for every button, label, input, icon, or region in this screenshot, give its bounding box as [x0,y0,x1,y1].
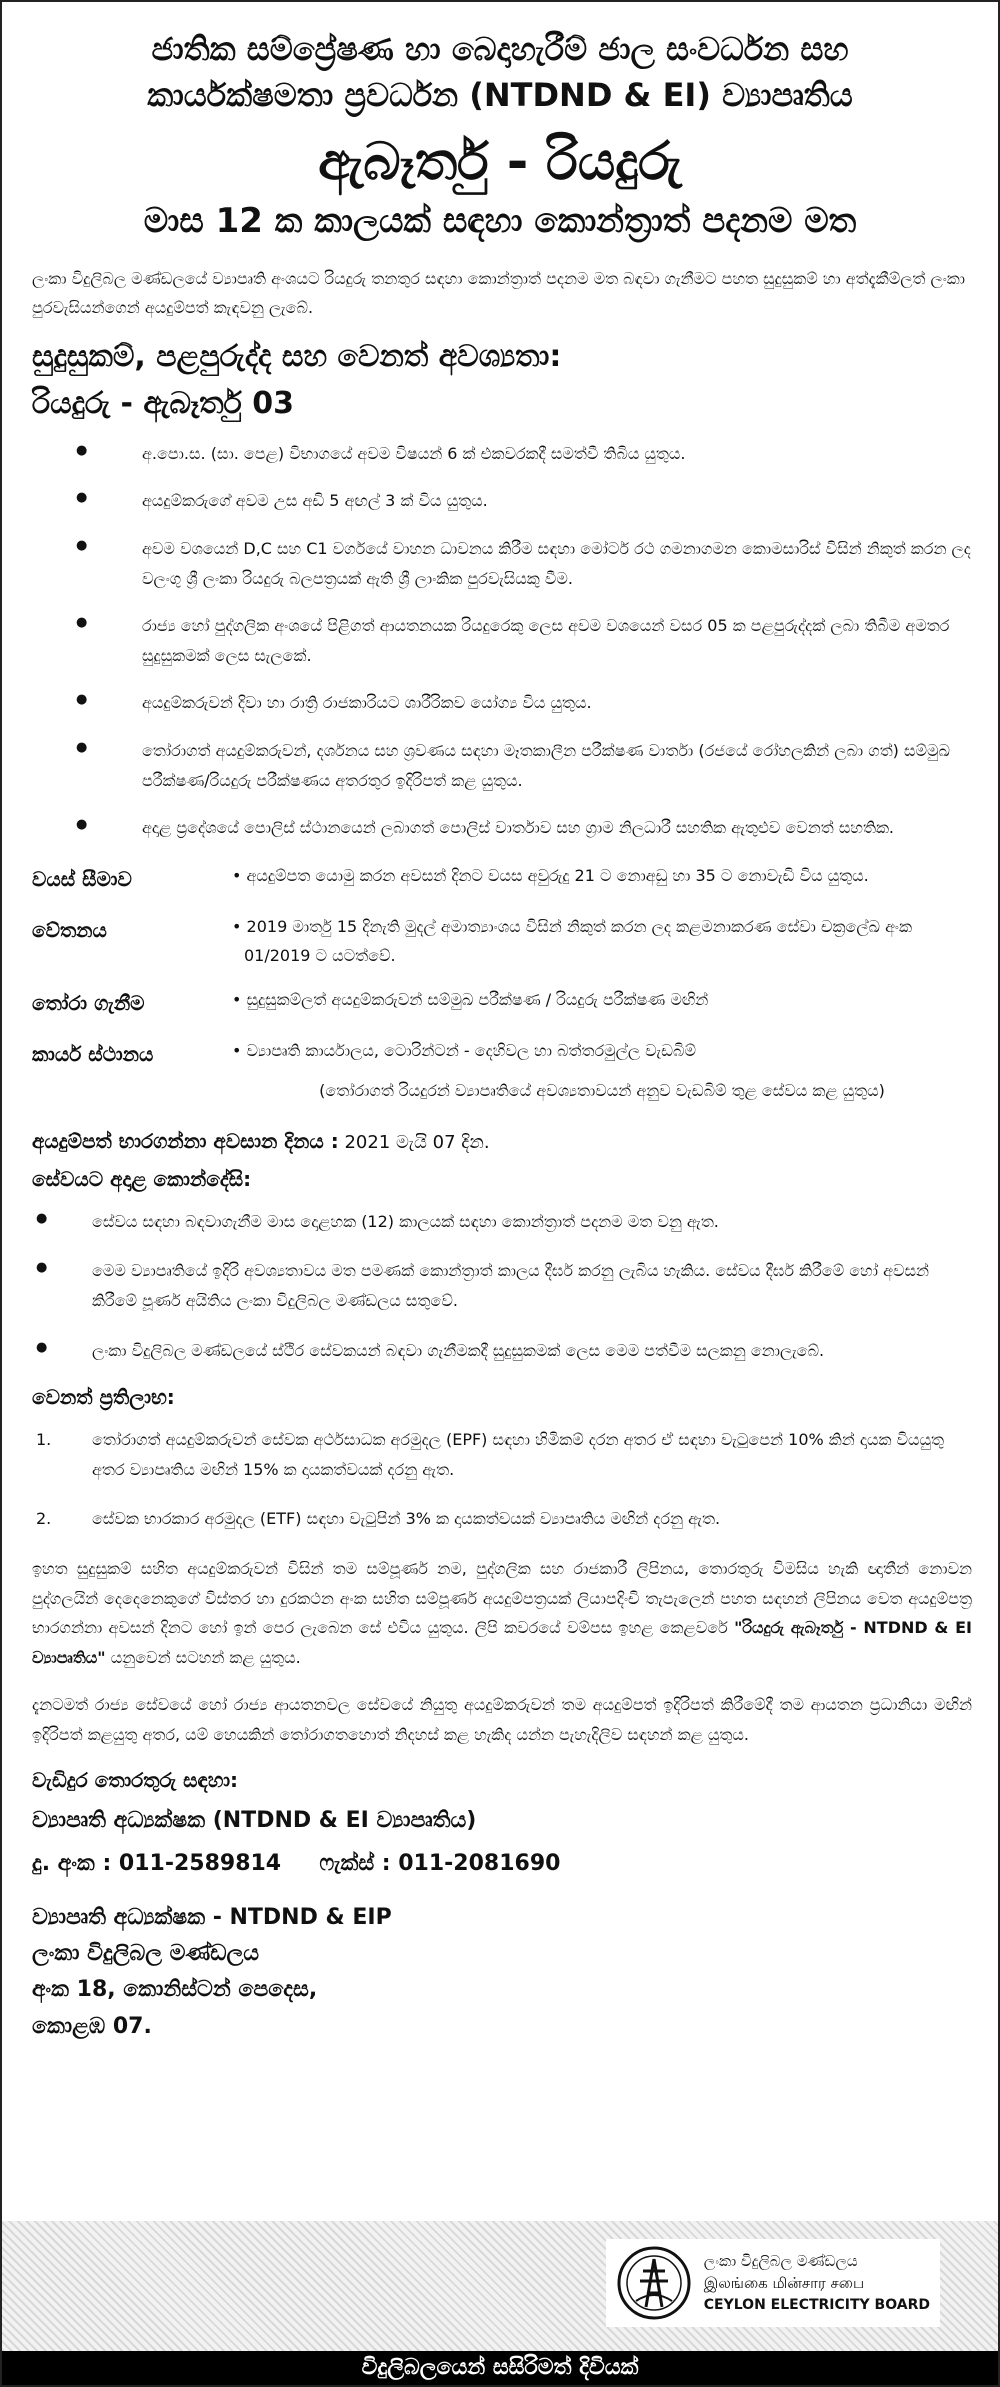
benefits-heading: වෙනත් ප්‍රතිලාභ: [32,1385,175,1410]
ceb-name-sinhala: ලංකා විදුලිබල මණ්ඩලය [703,2252,858,2271]
page-title: ඇබෑර්තු - රියදුරු [318,131,682,192]
list-item: ● අ.පො.ස. (සා. පෙළ) විභාගයේ අවම විෂයන් 6 ක් එකවරකදී සමත්වී තිබිය යුතුය. [32,439,972,469]
conditions-heading: සේවයට අදාළ කොන්දේසි: [32,1166,252,1191]
salary-row [32,912,972,971]
list-item: ● රාජ්‍ය හෝ පුද්ගලික අංශයේ පිළිගත් ආයතනයක රියදුරෙකු ලෙස අවම වශයෙන් වසර 05 ක පළපුරුද්දක් ලබා තිබීම අමතර සුදුසුකමක් ලෙස සැලකේ. [32,611,972,670]
workplace-label: කාර්ය ස්ථානය [32,1041,154,1066]
benefits-list [32,1425,972,1534]
closing-date-value: 2021 මැයි 07 දින. [344,1131,490,1153]
slogan-bar: විදුලිබලයෙන් සසිරිමත් දිවියක් [2,2351,998,2385]
workplace-row [32,1036,972,1073]
list-item: ● අවම වශයෙන් D,C සහ C1 වර්ගයේ වාහන ධාවනය කිරීම සඳහා මෝටර් රථ ගමනාගමන කොමසාරිස් විසින් නිකුත් කරන ලද වලංගු ශ්‍රී ලංකා රියදුරු බලපත්‍රයක් ඇති ශ්‍රී ලාංකික පුරවැසියකු වීම. [32,534,972,593]
postal-address [32,1900,972,2045]
ceb-name-tamil: இலங்கை மின்சார சபை [703,2273,865,2292]
address-line: අංක 18, කොනිස්ටන් පෙදෙස, [32,1977,318,2003]
header [2,2,998,241]
list-item: ● අයදුම්කරුගේ අවම උස අඩි 5 අඟල් 3 ක් විය යුතුය. [32,486,972,516]
list-item: ● ලංකා විදුලිබල මණ්ඩලයේ ස්ථිර සේවකයන් බඳවා ගැනීමකදී සුදුසුකමක් ලෙස මෙම පත්වීම සලකනු නොලැබේ. [32,1336,972,1366]
qualifications-list [32,439,972,843]
envelope-marking: "රියදුරු ඇබෑර්තු - NTDND & EI ව්‍යාපෘතිය" [32,1618,972,1667]
page-subtitle: මාස 12 ක කාලයක් සඳහා කොන්ත්‍රාත් පදනම මත [143,201,857,242]
age-limit-label: වයස් සීමාව [32,866,132,891]
list-item [32,1425,972,1484]
post-title: රියදුරු - ඇබෑර්තු 03 [32,385,294,421]
qualifications-heading: සුදුසුකම්, පළපුරුද්ද සහ වෙනත් අවශ්‍යතා: [32,338,562,374]
intro-text: ලංකා විදුලිබල මණ්ඩලයේ ව්‍යාපෘති අංශයට රියදුරු තනතුර සඳහා කොන්ත්‍රාත් පදනම මත බඳවා ගැනීමට පහත සුදුසුකම් හා අත්දැකීම්ලත් ලංකා පුරවැසියන්ගෙන් අයදුම්පත් කැඳවනු ලැබේ. [32,269,966,317]
age-limit-value: • අයදුම්පත යොමු කරන අවසන් දිනට වයස අවුරුදු 21 ට නොඅඩු හා 35 ට නොවැඩි විය යුතුය. [232,865,869,885]
government-employee-note: දැනටමත් රාජ්‍ය සේවයේ හෝ රාජ්‍ය ආයතනවල සේවයේ නියුතු අයදුම්කරුවන් තම අයදුම්පත් ඉදිරිපත් කිරීමේදී තම ආයතන ප්‍රධානියා මඟින් ඉදිරිපත් කළයුතු අතර, යම් හෙයකින් තෝරාගතහොත් නිදහස් කළ හැකිද යන්න පැහැදිලිව සඳහන් කළ යුතුය. [32,1695,972,1745]
ceb-logo-icon [616,2245,692,2321]
list-item: ● මෙම ව්‍යාපෘතියේ ඉදිරි අවශ්‍යතාවය මත පමණක් කොන්ත්‍රාත් කාලය දීර්ඝ කරනු ලැබිය හැකිය. සේවය දීර්ඝ කිරීමේ හෝ අවසන් කිරීමේ පූර්ණ අයිතිය ලංකා විදුලිබල මණ්ඩලය සතුවේ. [32,1256,972,1315]
salary-label: වේතනය [32,917,107,942]
item-number: 2. [36,1509,52,1529]
instructions-text-a: ඉහත සුදුසුකම් සහිත අයදුම්කරුවන් විසින් තම සම්පූර්ණ නම, පුද්ගලික සහ රාජකාරී ලිපිනය, තොරතුරු විමසිය හැකි ඥාතීන් නොවන පුද්ගලයින් දෙදෙනෙකුගේ විස්තර හා දුරකථන අංක සහිත සම්පූර්ණ අයදුම්පත්‍රයක් ලියාපදිංචි තැපැලෙන් පහත සඳහන් ලිපිනය වෙත අයදුම්පත්‍ර භාරගන්නා අවසන් දිනට හෝ ඉන් පෙර ලැබෙන සේ එවිය යුතුය. ලිපි කවරයේ වම්පස ඉහළ කෙළවරේ [32,1559,972,1638]
selection-value: • සුදුසුකම්ලත් අයදුම්කරුවන් සම්මුඛ පරීක්ෂණ / රියදුරු පරීක්ෂණ මඟින් [232,989,709,1009]
salary-value: • 2019 මාර්තු 15 දිනැති මුදල් අමාත්‍යාංශය විසින් නිකුත් කරන ලද කළමනාකරණ සේවා චක්‍රලේඛ අංක 01/2019 ට යටත්වේ. [232,916,912,966]
closing-date-label: අයදුම්පත් භාරගන්නා අවසාන දිනය : [32,1128,339,1153]
address-line: කොළඹ 07. [32,2013,152,2039]
workplace-value: • ව්‍යාපෘති කාර්යාලය, ටොරින්ටන් - දෙහිවල හා බත්තරමුල්ල වැඩබිම් [232,1040,696,1060]
closing-date-line [32,1129,972,1153]
item-text: තෝරාගත් අයදුම්කරුවන් සේවක අර්ථසාධක අරමුදල (EPF) සඳහා හිමිකම් දරන අතර ඒ සඳහා වැටුපෙන් 10% කින් දායක වියයුතු අතර ව්‍යාපෘතිය මඟින් 15% ක දායකත්වයක් දරනු ඇත. [92,1430,945,1479]
ceb-name [704,2251,930,2315]
fax-number: ෆැක්ස් : 011-2081690 [319,1850,561,1876]
list-item: ● සේවය සඳහා බඳවාගැනීම මාස දොළහක (12) කාලයක් සඳහා කොන්ත්‍රාත් පදනම මත වනු ඇත. [32,1207,972,1237]
ceb-name-english: CEYLON ELECTRICITY BOARD [703,2296,930,2313]
item-number: 1. [36,1430,52,1450]
contact-phone-fax [32,1851,972,1876]
instructions-text-b: යනුවෙන් සටහන් කළ යුතුය. [105,1647,301,1667]
contact-heading: වැඩිදුර තොරතුරු සඳහා: [32,1767,239,1792]
address-line: ව්‍යාපෘති අධ්‍යක්ෂක - NTDND & EIP [32,1904,392,1930]
list-item: ● අදාළ ප්‍රදේශයේ පොලිස් ස්ථානයෙන් ලබාගත් පොලිස් වාර්තාව සහ ග්‍රාම නිලධාරී සහතික ඇතුළුව වෙනත් සහතික. [32,813,972,843]
list-item [32,1504,972,1534]
contact-block [32,1768,972,2045]
workplace-note: (තෝරාගත් රියදුරන් ව්‍යාපෘතියේ අවශ්‍යතාවයන් අනුව වැඩබිම් තුළ සේවය කළ යුතුය) [319,1080,885,1100]
conditions-list [32,1207,972,1365]
age-limit-row [32,861,972,898]
list-item: ● අයදුම්කරුවන් දිවා හා රාත්‍රි රාජකාරියට ශාරීරිකව යෝග්‍ය විය යුතුය. [32,688,972,718]
ceb-logo-block [606,2239,940,2327]
header-line-1: ජාතික සම්ප්‍රේෂණ හා බෙදාහැරීම් ජාල සංවර්ධන සහ [151,30,849,68]
content [2,265,998,2045]
contact-org: ව්‍යාපෘති අධ්‍යක්ෂක (NTDND & EI ව්‍යාපෘතිය) [32,1807,477,1833]
header-line-2: කාර්යක්ෂමතා ප්‍රවර්ධන (NTDND & EI) ව්‍යාපෘතිය [147,76,853,115]
item-text: සේවක භාරකාර අරමුදල (ETF) සඳහා වැටුපින් 3% ක දායකත්වයක් ව්‍යාපෘතිය මඟින් දරනු ඇත. [92,1509,721,1529]
phone-number: දු. අංක : 011-2589814 [32,1850,282,1876]
selection-label: තෝරා ගැනීම [32,990,145,1015]
application-instructions [32,1554,972,1672]
selection-row [32,985,972,1022]
list-item: ● තෝරාගත් අයදුම්කරුවන්, දර්ශනය සහ ශ්‍රවණය සඳහා මෑතකාලීන පරීක්ෂණ වාර්තා (රජයේ රෝහලකින් ලබා ගත්) සම්මුඛ පරීක්ෂණ/රියදුරු පරීක්ෂණය අතරතුර ඉදිරිපත් කළ යුතුය. [32,736,972,795]
footer-band [2,2221,998,2351]
address-line: ලංකා විදුලිබල මණ්ඩලය [32,1940,260,1966]
